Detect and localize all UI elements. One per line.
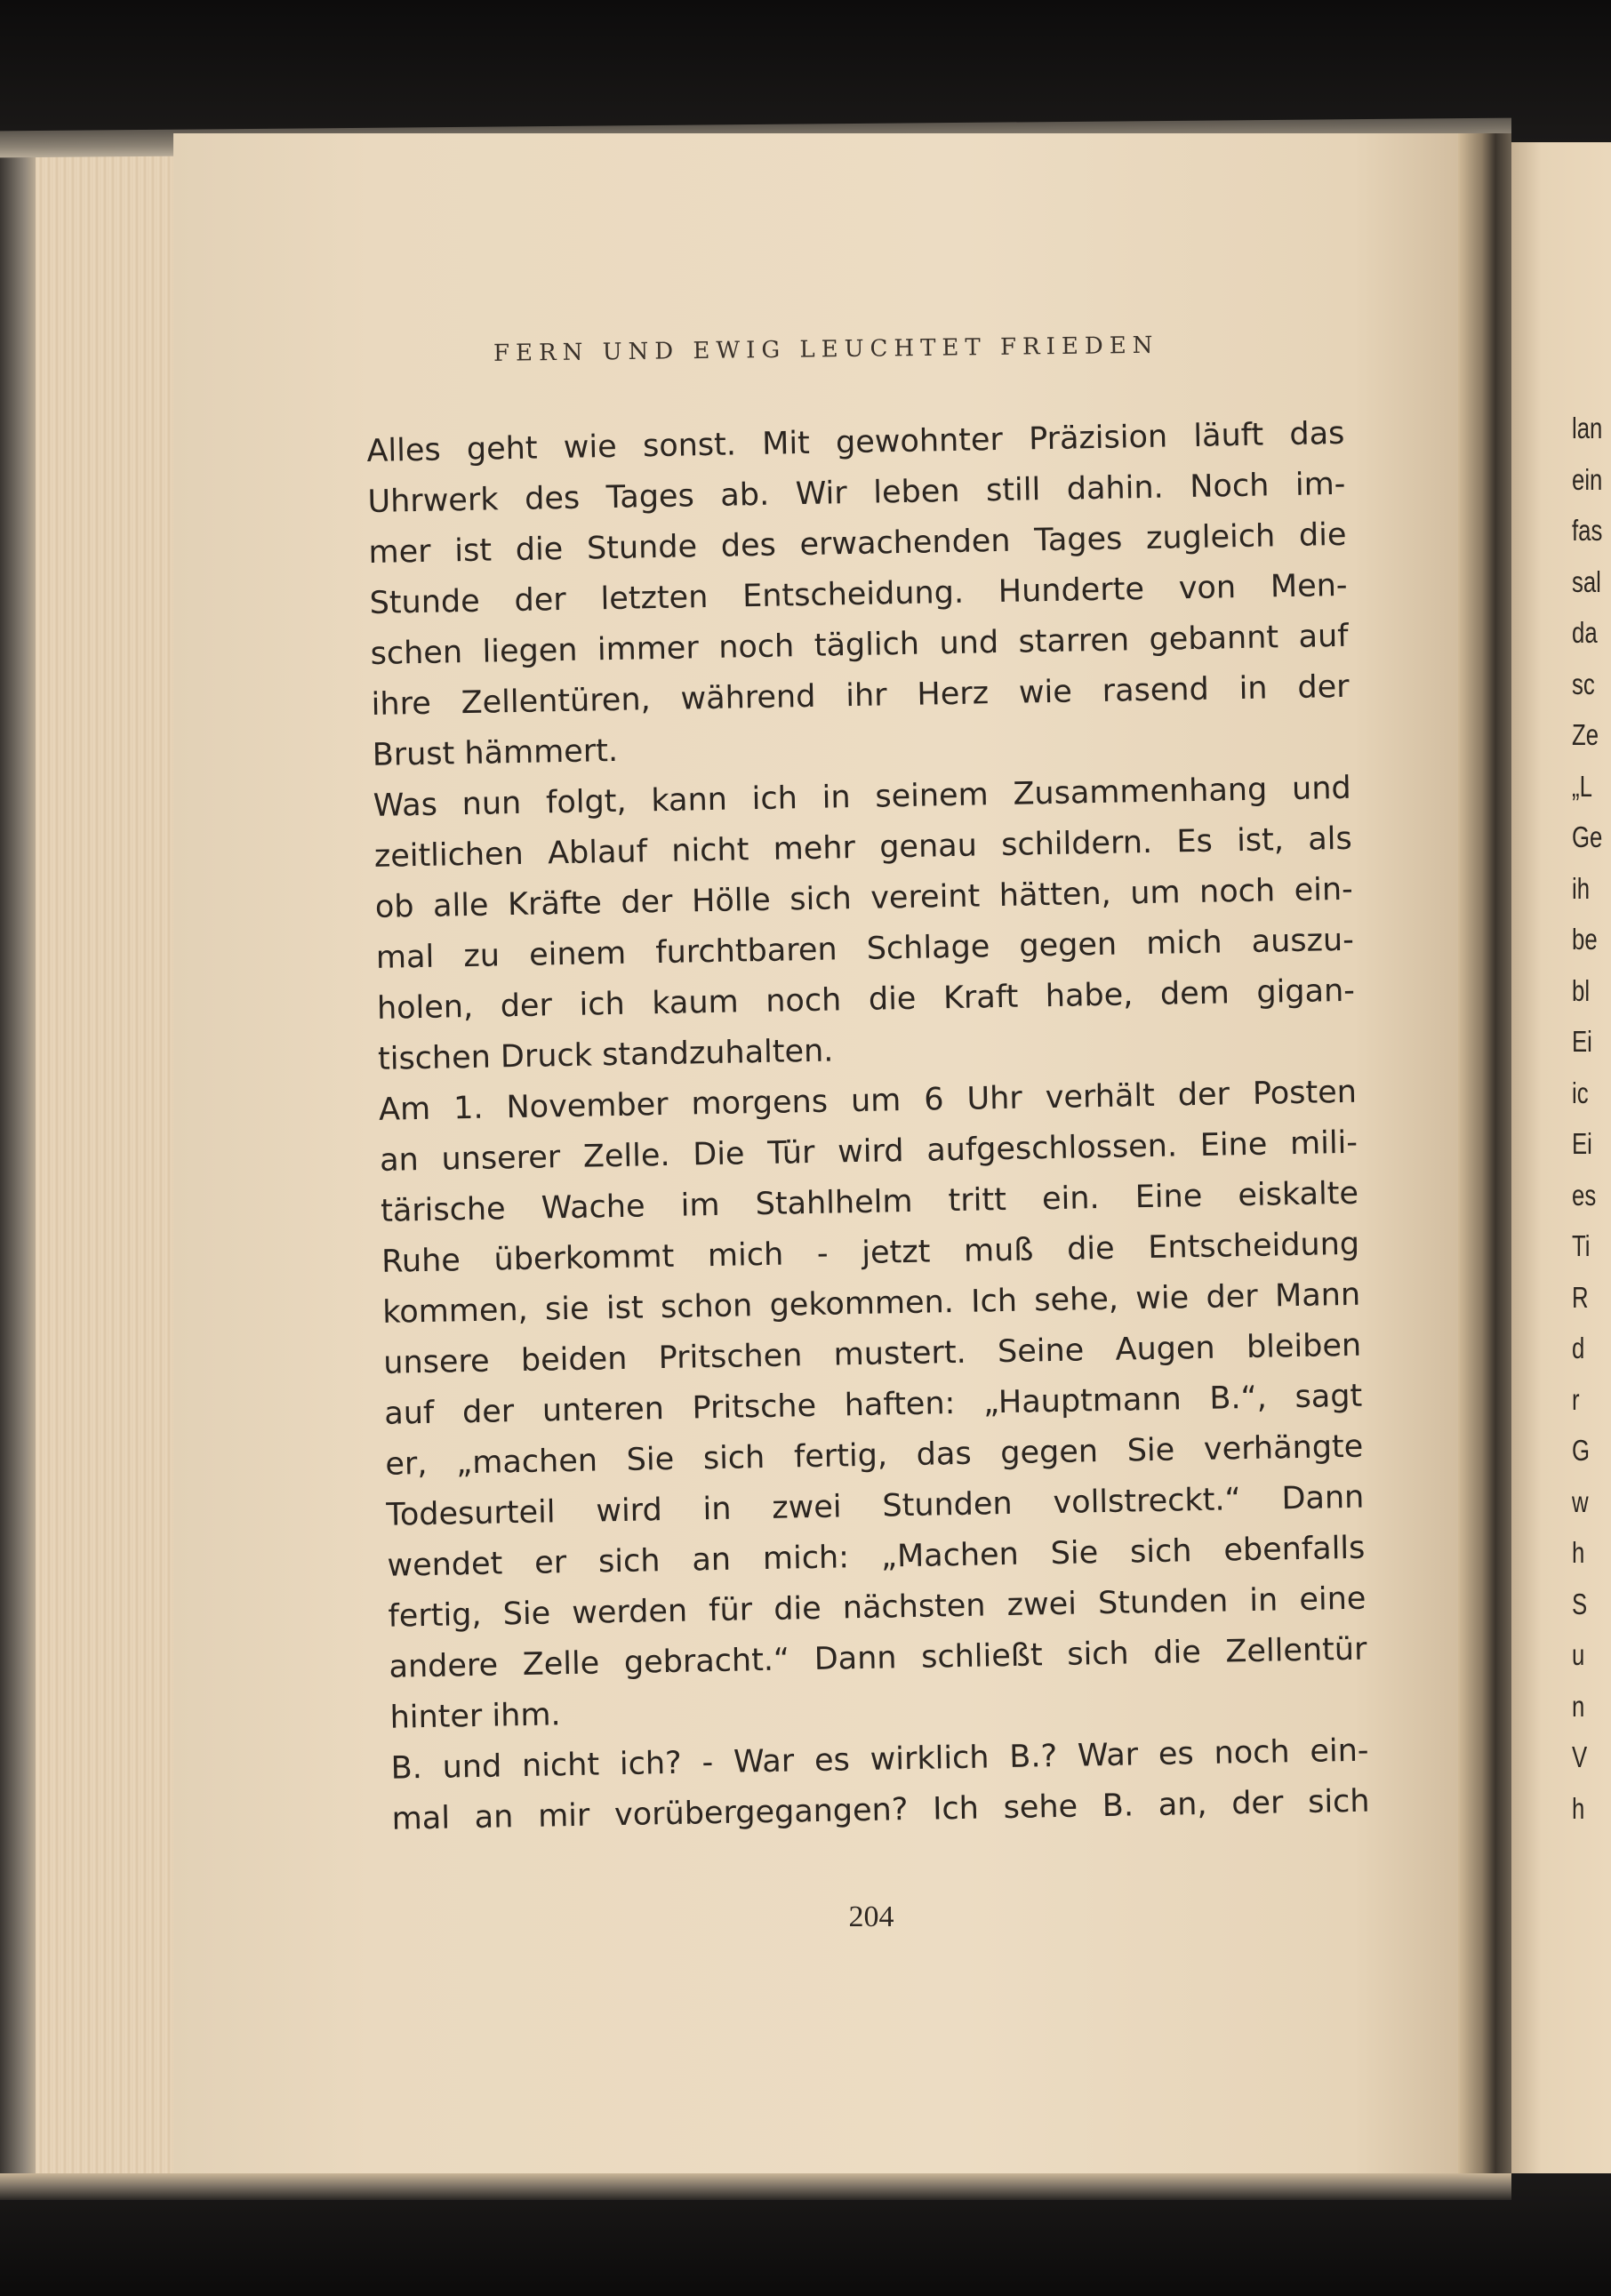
text-line: schen liegen immer noch täglich und starren gebannt auf: [370, 618, 1349, 672]
right-page-fragment: u: [1572, 1638, 1585, 1671]
right-page-fragment: n: [1572, 1689, 1585, 1723]
right-page-text-fragments: [1572, 403, 1611, 1834]
text-line: tärische Wache im Stahlhelm tritt ein. Eine eiskalte: [380, 1175, 1359, 1229]
right-page-fragment: es: [1572, 1178, 1597, 1212]
book-bottom-edge: [0, 2173, 1511, 2200]
right-page-fragment: ih: [1572, 871, 1591, 905]
text-line: zeitlichen Ablauf nicht mehr genau schildern. Es ist, als: [373, 820, 1353, 875]
right-page-fragment: Ti: [1572, 1229, 1591, 1262]
right-page-fragment: Ze: [1572, 718, 1599, 751]
right-page-fragment: fas: [1572, 514, 1603, 547]
text-line: Am 1. November morgens um 6 Uhr verhält der Posten: [378, 1074, 1358, 1128]
text-line: er, „machen Sie sich fertig, das gegen Sie verhängte: [385, 1428, 1364, 1483]
right-page-fragment: be: [1572, 923, 1598, 956]
text-line: an unserer Zelle. Die Tür wird aufgeschlossen. Eine mili-: [379, 1124, 1359, 1179]
right-page-fragment: Ge: [1572, 820, 1603, 853]
right-page-fragment: R: [1572, 1280, 1589, 1314]
right-page-fragment: G: [1572, 1434, 1591, 1467]
right-page-fragment: V: [1572, 1740, 1588, 1773]
running-head: FERN UND EWIG LEUCHTET FRIEDEN: [493, 332, 1159, 367]
right-page-fragment: Ei: [1572, 1127, 1592, 1160]
right-page-fragment: sal: [1572, 564, 1601, 598]
book-spine-shadow: [0, 142, 40, 2191]
right-page-fragment: h: [1572, 1536, 1585, 1569]
text-line: auf der unteren Pritsche haften: „Hauptmann B.“, sagt: [383, 1378, 1363, 1432]
text-line: mal zu einem furchtbaren Schlage gegen mich auszu-: [375, 922, 1355, 976]
text-line: B. und nicht ich? - War es wirklich B.? War es noch ein-: [390, 1732, 1369, 1787]
right-page-fragment: Ei: [1572, 1025, 1592, 1058]
page-stack-edge: [36, 147, 182, 2187]
text-line: hinter ihm.: [389, 1697, 561, 1736]
right-page-fragment: d: [1572, 1332, 1585, 1364]
text-line: Uhrwerk des Tages ab. Wir leben still dahin. Noch im-: [367, 466, 1346, 520]
text-line: mer ist die Stunde des erwachenden Tages zugleich die: [368, 516, 1347, 571]
right-page-fragment: ic: [1572, 1076, 1589, 1109]
text-line: Stunde der letzten Entscheidung. Hunderte von Men-: [369, 567, 1348, 621]
body-text: [366, 409, 1370, 1845]
text-line: ob alle Kräfte der Hölle sich vereint hätten, um noch ein-: [374, 871, 1354, 925]
text-line: kommen, sie ist schon gekommen. Ich sehe, wie der Mann: [381, 1276, 1361, 1331]
right-page-fragment: h: [1572, 1791, 1585, 1825]
right-page-fragment: „L: [1572, 769, 1592, 803]
text-line: unsere beiden Pritschen mustert. Seine Augen bleiben: [382, 1327, 1362, 1381]
right-page-fragment: bl: [1572, 973, 1591, 1007]
text-line: Ruhe überkommt mich - jetzt muß die Entscheidung: [381, 1226, 1360, 1280]
text-line: wendet er sich an mich: „Machen Sie sich ebenfalls: [387, 1530, 1366, 1584]
text-line: tischen Druck standzuhalten.: [377, 1033, 834, 1077]
text-line: ihre Zellentüren, während ihr Herz wie rasend in der: [371, 668, 1350, 723]
right-page-fragment: lan: [1572, 412, 1603, 444]
right-page-fragment: sc: [1572, 667, 1595, 700]
text-line: andere Zelle gebracht.“ Dann schließt sich die Zellentür: [389, 1631, 1367, 1685]
right-page-fragment: r: [1572, 1382, 1580, 1416]
right-page-fragment: ein: [1572, 462, 1603, 496]
text-line: holen, der ich kaum noch die Kraft habe, dem gigan-: [376, 972, 1356, 1027]
page-number: 204: [848, 1900, 894, 1933]
text-line: Alles geht wie sonst. Mit gewohnter Präzision läuft das: [366, 415, 1345, 469]
text-line: Was nun folgt, kann ich in seinem Zusammenhang und: [373, 770, 1352, 824]
right-page-fragment: S: [1572, 1587, 1588, 1620]
right-page-fragment: da: [1572, 616, 1598, 649]
book-gutter: [1458, 133, 1511, 2187]
text-line: mal an mir vorübergegangen? Ich sehe B. an, der sich: [391, 1783, 1370, 1837]
text-line: Brust hämmert.: [372, 732, 619, 773]
right-page-fragment: w: [1572, 1484, 1589, 1518]
text-line: Todesurteil wird in zwei Stunden vollstreckt.“ Dann: [386, 1479, 1365, 1533]
text-line: fertig, Sie werden für die nächsten zwei Stunden in eine: [388, 1580, 1367, 1635]
